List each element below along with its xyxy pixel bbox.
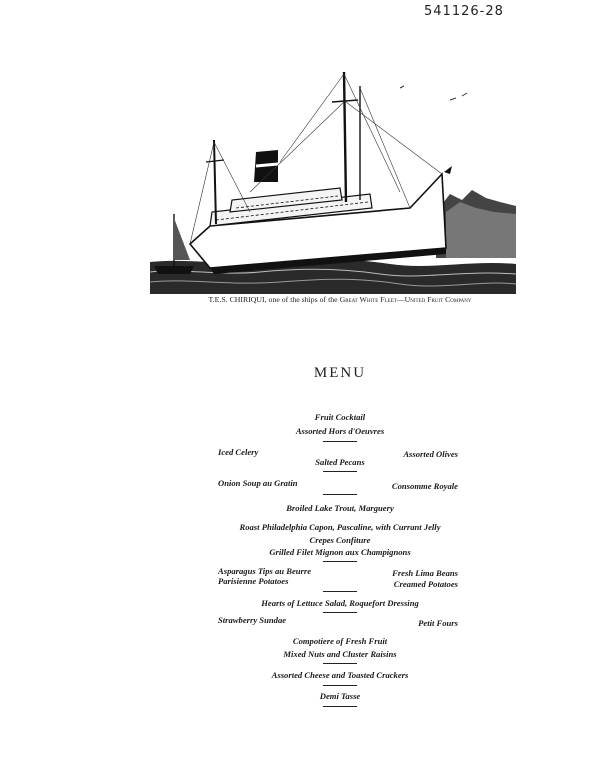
menu-item-hors-doeuvres: Assorted Hors d'Oeuvres — [295, 426, 385, 436]
menu-item-petit-fours: Petit Fours — [418, 618, 458, 628]
menu-divider — [323, 561, 357, 562]
menu-item-fruit-cocktail: Fruit Cocktail — [314, 412, 366, 422]
menu-item-iced-celery: Iced Celery — [218, 447, 259, 457]
caption-prefix: T.E.S. CHIRIQUI, one of the ships of the — [208, 295, 340, 304]
caption-dash: — — [396, 295, 405, 304]
menu-divider — [323, 663, 357, 664]
menu-divider — [323, 494, 357, 495]
menu-item-assorted-olives: Assorted Olives — [403, 449, 458, 459]
menu-item-lima-beans: Fresh Lima Beans — [392, 568, 458, 578]
menu-item-cheese-crackers: Assorted Cheese and Toasted Crackers — [271, 670, 409, 680]
menu-divider — [323, 706, 357, 707]
menu-divider — [323, 685, 357, 686]
caption-company: United Fruit Company — [404, 295, 472, 304]
menu-divider — [323, 612, 357, 613]
menu-divider — [323, 441, 357, 442]
menu-item-consomme: Consomme Royale — [391, 481, 458, 491]
menu-item-asparagus: Asparagus Tips au Beurre — [218, 566, 312, 576]
caption-fleet: Great White Fleet — [339, 295, 397, 304]
menu-item-lake-trout: Broiled Lake Trout, Marguery — [286, 503, 394, 513]
menu-item-creamed-potatoes: Creamed Potatoes — [393, 579, 458, 589]
menu-item-parisienne-potatoes: Parisienne Potatoes — [218, 576, 289, 586]
illustration-caption — [110, 295, 570, 304]
menu-item-onion-soup: Onion Soup au Gratin — [218, 478, 298, 488]
menu-item-nuts-raisins: Mixed Nuts and Cluster Raisins — [283, 649, 397, 659]
ship-illustration — [150, 62, 516, 294]
menu-divider — [323, 471, 357, 472]
menu-item-salad: Hearts of Lettuce Salad, Roquefort Dressing — [261, 598, 419, 608]
menu-title: MENU — [313, 365, 367, 381]
menu-item-compotiere: Compotiere of Fresh Fruit — [292, 636, 388, 646]
document-id: 541126-28 — [424, 4, 504, 19]
menu-divider — [323, 591, 357, 592]
menu-item-demi-tasse: Demi Tasse — [319, 691, 361, 701]
menu-item-capon: Roast Philadelphia Capon, Pascaline, with Currant Jelly — [239, 522, 441, 532]
menu-item-salted-pecans: Salted Pecans — [315, 457, 365, 467]
menu-item-strawberry-sundae: Strawberry Sundae — [218, 615, 287, 625]
menu-item-filet-mignon: Grilled Filet Mignon aux Champignons — [269, 547, 411, 557]
menu-item-crepes: Crepes Confiture — [309, 535, 371, 545]
